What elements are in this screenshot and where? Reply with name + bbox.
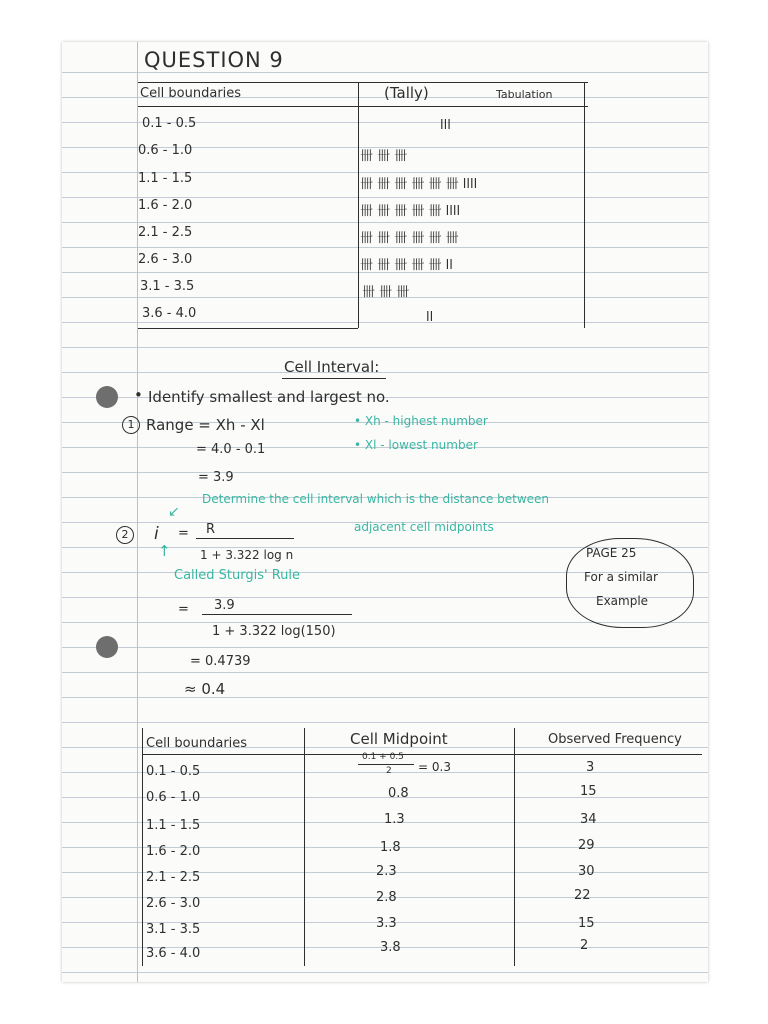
sturgis-rule-note: Called Sturgis' Rule [174,568,300,583]
calc-numerator: 3.9 [214,598,235,613]
midpoint-calc-numerator: 0.1 + 0.5 [362,752,404,762]
interval-symbol: i [154,524,159,544]
table2-row-frequency: 34 [580,812,597,827]
table2-row-midpoint: 2.3 [376,864,397,879]
table1-header-tally: (Tally) [384,84,429,102]
note-highest: • Xh - highest number [354,414,488,428]
table2-row-midpoint: 2.8 [376,890,397,905]
cloud-line1: PAGE 25 [586,546,637,560]
table1-row-range: 1.1 - 1.5 [138,171,193,186]
table2-row-midpoint: 0.8 [388,786,409,801]
table1-row-tally: 卌 卌 卌 [362,285,410,300]
bullet-identify: Identify smallest and largest no. [148,388,390,406]
table1-row-tally: 卌 卌 卌 [360,149,408,164]
table1-row-range: 1.6 - 2.0 [138,198,193,213]
table1-row-tally: ll [426,310,434,325]
range-result: = 3.9 [198,470,234,485]
table2-row-range: 2.1 - 2.5 [146,870,201,885]
table2-row-range: 3.6 - 4.0 [146,946,201,961]
table1-header-tabulation: Tabulation [496,88,553,101]
notebook-page [62,42,708,982]
table1-row-tally: 卌 卌 卌 卌 卌 卌 llll [360,177,478,192]
table2-row-frequency: 2 [580,938,589,953]
table2-row-frequency: 29 [578,838,595,853]
table2-row-midpoint: 1.3 [384,812,405,827]
table2-row-frequency: 22 [574,888,591,903]
interval-equals: = [178,526,189,541]
calc-result: = 0.4739 [190,654,251,669]
calc-denominator: 1 + 3.322 log(150) [212,624,336,639]
table2-row-midpoint: 1.8 [380,840,401,855]
table2-row-midpoint: 3.3 [376,916,397,931]
table1-row-range: 0.6 - 1.0 [138,143,193,158]
table1-row-tally: 卌 卌 卌 卌 卌 llll [360,204,461,219]
table2-row-range: 0.1 - 0.5 [146,764,201,779]
table2-row-frequency: 15 [580,784,597,799]
calc-equals: = [178,602,189,617]
section-heading: Cell Interval: [284,358,380,376]
table2-row-frequency: 15 [578,916,595,931]
table2-row-range: 1.6 - 2.0 [146,844,201,859]
range-formula: Range = Xh - Xl [146,416,265,434]
note-interval-line2: adjacent cell midpoints [354,520,494,534]
punch-hole [96,386,118,408]
table1-header-boundaries: Cell boundaries [140,86,242,101]
arrow-to-i: ↙ [168,504,180,520]
table1-row-tally: 卌 卌 卌 卌 卌 ll [360,258,453,273]
step2-number: 2 [116,526,134,544]
table2-row-range: 3.1 - 3.5 [146,922,201,937]
table1-row-range: 2.6 - 3.0 [138,252,193,267]
table2-row-range: 2.6 - 3.0 [146,896,201,911]
cloud-line2: For a similar [584,570,658,584]
table2-row-frequency: 3 [586,760,595,775]
arrow-up: ↑ [158,542,171,560]
table1-row-range: 0.1 - 0.5 [142,116,197,131]
table1-row-range: 3.6 - 4.0 [142,306,197,321]
table2-row-frequency: 30 [578,864,595,879]
table1-row-range: 2.1 - 2.5 [138,225,193,240]
range-substitution: = 4.0 - 0.1 [196,442,266,457]
formula-denominator: 1 + 3.322 log n [200,548,294,562]
table1-row-tally: lll [440,118,451,133]
table2-row-midpoint: = 0.3 [418,760,451,774]
table2-row-range: 0.6 - 1.0 [146,790,201,805]
note-lowest: • Xl - lowest number [354,438,478,452]
table1-row-range: 3.1 - 3.5 [140,279,195,294]
table2-header-frequency: Observed Frequency [548,732,682,747]
note-interval-line1: Determine the cell interval which is the distance between [202,492,550,506]
step1-number: 1 [122,416,140,434]
table2-row-range: 1.1 - 1.5 [146,818,201,833]
table1-row-tally: 卌 卌 卌 卌 卌 卌 [360,231,459,246]
punch-hole [96,636,118,658]
page-title: QUESTION 9 [144,48,284,72]
formula-numerator: R [206,522,216,537]
midpoint-calc-denominator: 2 [386,766,392,776]
table2-header-midpoint: Cell Midpoint [350,730,448,748]
calc-approx: ≈ 0.4 [184,680,226,698]
table2-header-boundaries: Cell boundaries [146,736,248,751]
bullet-dot: • [134,386,143,404]
cloud-line3: Example [596,594,649,608]
table2-row-midpoint: 3.8 [380,940,401,955]
